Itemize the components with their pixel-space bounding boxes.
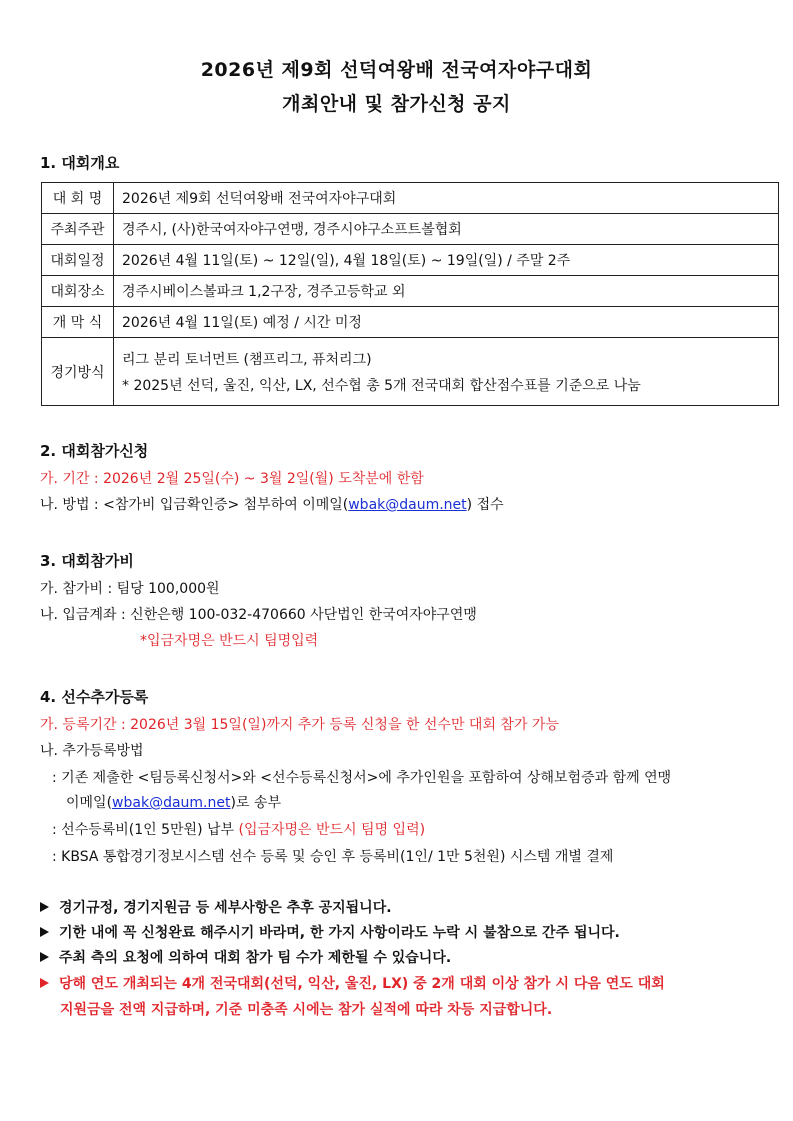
table-row bbox=[42, 183, 779, 214]
notice-item-red bbox=[40, 973, 665, 993]
row-label: 개 막 식 bbox=[42, 307, 114, 338]
email-link[interactable]: wbak@daum.net bbox=[112, 795, 231, 811]
notice-text: 기한 내에 꼭 신청완료 해주시기 바라며, 한 가지 사항이라도 누락 시 불참으로 간주 됩니다. bbox=[59, 925, 620, 941]
row-label: 대회일정 bbox=[42, 245, 114, 276]
notice-item bbox=[40, 922, 620, 942]
row-label: 주최주관 bbox=[42, 214, 114, 245]
method-text: ) 접수 bbox=[466, 497, 504, 513]
application-period: 가. 기간 : 2026년 2월 25일(수) ~ 3월 2일(월) 도착분에 한함 bbox=[40, 471, 424, 487]
method-line1: 리그 분리 토너먼트 (챔프리그, 퓨처리그) bbox=[122, 351, 372, 368]
row-value bbox=[114, 338, 779, 406]
row-value: 2026년 4월 11일(토) 예정 / 시간 미정 bbox=[114, 307, 779, 338]
registration-period: 가. 등록기간 : 2026년 3월 15일(일)까지 추가 등록 신청을 한 선수만 대회 참가 가능 bbox=[40, 717, 559, 733]
notice-text: 주최 측의 요청에 의하여 대회 참가 팀 수가 제한될 수 있습니다. bbox=[59, 950, 452, 966]
row-value: 경주시베이스볼파크 1,2구장, 경주고등학교 외 bbox=[114, 276, 779, 307]
doc-title-line1: 2026년 제9회 선덕여왕배 전국여자야구대회 bbox=[200, 59, 593, 81]
triangle-bullet-icon bbox=[40, 902, 49, 912]
table-row bbox=[42, 338, 779, 406]
table-row bbox=[42, 245, 779, 276]
method-item2 bbox=[52, 819, 425, 839]
doc-title-line2: 개최안내 및 참가신청 공지 bbox=[282, 93, 511, 115]
triangle-bullet-icon bbox=[40, 978, 49, 988]
row-label: 대회장소 bbox=[42, 276, 114, 307]
item-text: 이메일( bbox=[66, 795, 113, 811]
method-line2: * 2025년 선덕, 울진, 익산, LX, 선수협 총 5개 전국대회 합산점수표를 기준으로 나눔 bbox=[122, 377, 641, 394]
overview-table bbox=[41, 182, 779, 406]
email-link[interactable]: wbak@daum.net bbox=[348, 497, 467, 513]
section1-heading: 1. 대회개요 bbox=[40, 154, 120, 172]
section2-heading: 2. 대회참가신청 bbox=[40, 442, 149, 460]
method-item1: : 기존 제출한 <팀등록신청서>와 <선수등록신청서>에 추가인원을 포함하여 상해보험증과 함께 연맹 bbox=[52, 770, 672, 786]
row-label: 경기방식 bbox=[42, 338, 114, 406]
method-text: 나. 방법 : <참가비 입금확인증> 첨부하여 이메일( bbox=[40, 497, 349, 513]
item-text: : 선수등록비(1인 5만원) 납부 bbox=[52, 822, 239, 838]
item-text: )로 송부 bbox=[230, 795, 281, 811]
notice-item-red-cont: 지원금을 전액 지급하며, 기준 미충족 시에는 참가 실적에 따라 차등 지급합니다. bbox=[60, 1002, 553, 1018]
item-red-text: (입금자명은 반드시 팀명 입력) bbox=[238, 822, 426, 838]
table-row bbox=[42, 276, 779, 307]
table-row bbox=[42, 307, 779, 338]
row-value: 경주시, (사)한국여자야구연맹, 경주시야구소프트볼협회 bbox=[114, 214, 779, 245]
section4-heading: 4. 선수추가등록 bbox=[40, 688, 149, 706]
fee-line: 가. 참가비 : 팀당 100,000원 bbox=[40, 581, 220, 597]
triangle-bullet-icon bbox=[40, 927, 49, 937]
registration-method: 나. 추가등록방법 bbox=[40, 743, 144, 759]
row-value: 2026년 제9회 선덕여왕배 전국여자야구대회 bbox=[114, 183, 779, 214]
row-label: 대 회 명 bbox=[42, 183, 114, 214]
account-line: 나. 입금계좌 : 신한은행 100-032-470660 사단법인 한국여자야구연맹 bbox=[40, 607, 477, 623]
notice-item bbox=[40, 897, 392, 917]
depositor-note: *입금자명은 반드시 팀명입력 bbox=[140, 633, 319, 649]
method-item1-cont bbox=[66, 792, 281, 812]
notice-text: 경기규정, 경기지원금 등 세부사항은 추후 공지됩니다. bbox=[59, 900, 392, 916]
section3-heading: 3. 대회참가비 bbox=[40, 552, 134, 570]
application-method bbox=[40, 494, 504, 514]
method-item3: : KBSA 통합경기정보시스템 선수 등록 및 승인 후 등록비(1인/ 1만 5천원) 시스템 개별 결제 bbox=[52, 849, 614, 865]
row-value: 2026년 4월 11일(토) ~ 12일(일), 4월 18일(토) ~ 19일(일) / 주말 2주 bbox=[114, 245, 779, 276]
table-row bbox=[42, 214, 779, 245]
notice-text: 당해 연도 개최되는 4개 전국대회(선덕, 익산, 울진, LX) 중 2개 대회 이상 참가 시 다음 연도 대회 bbox=[59, 976, 665, 992]
notice-item bbox=[40, 947, 451, 967]
triangle-bullet-icon bbox=[40, 952, 49, 962]
